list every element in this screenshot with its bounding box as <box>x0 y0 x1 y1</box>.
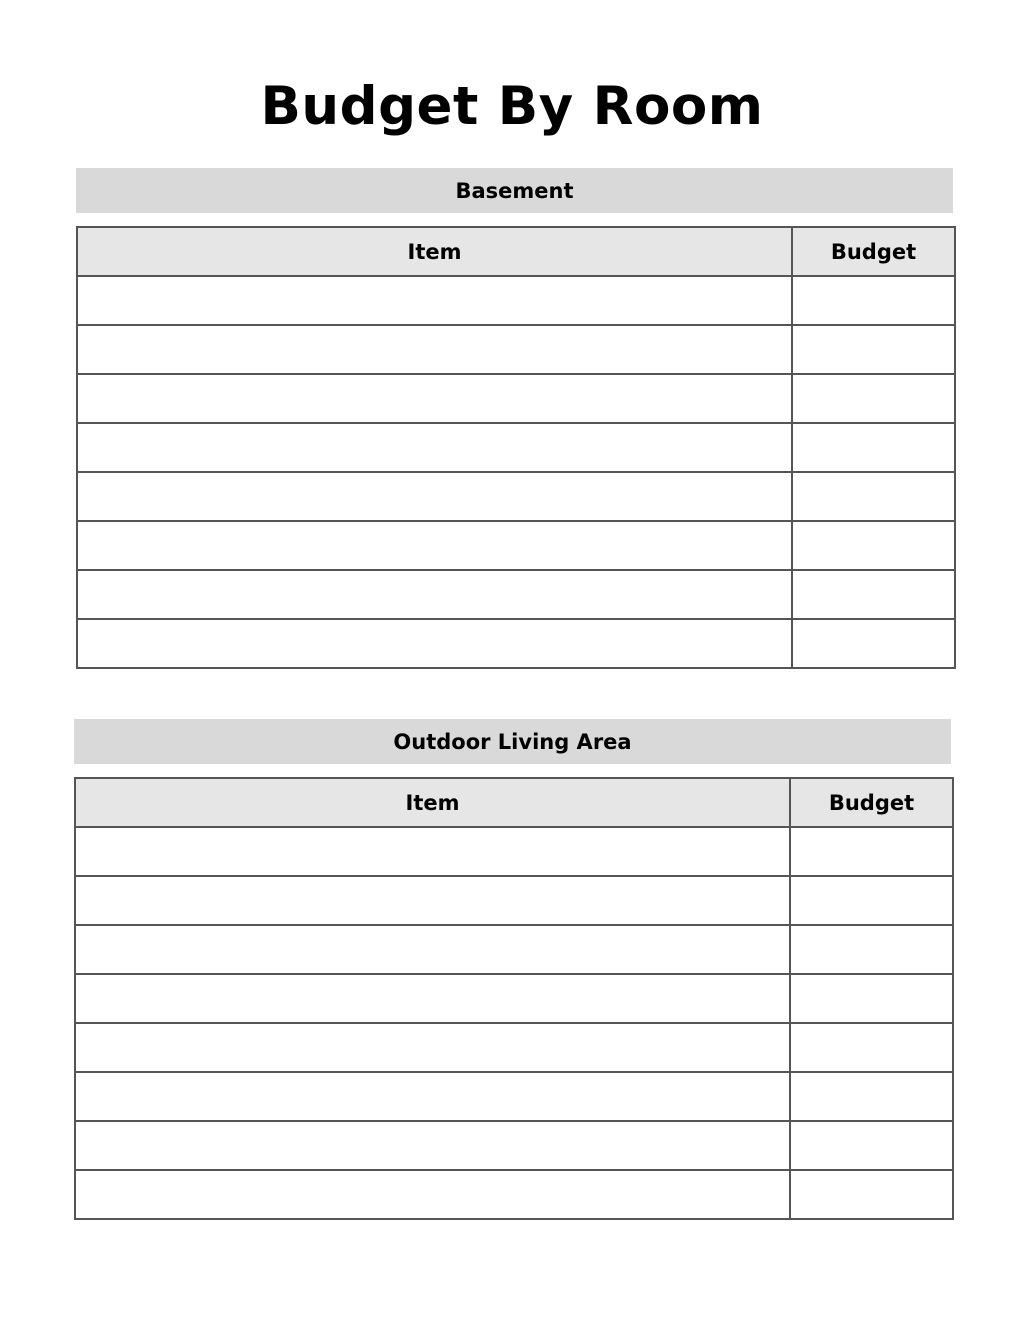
budget-cell[interactable] <box>790 1072 953 1121</box>
budget-cell[interactable] <box>790 1023 953 1072</box>
room-section-basement <box>76 168 954 669</box>
table-row <box>77 423 955 472</box>
table-row <box>77 570 955 619</box>
column-header-budget: Budget <box>790 778 953 827</box>
table-row <box>75 925 953 974</box>
item-cell[interactable] <box>75 827 790 876</box>
budget-cell[interactable] <box>792 374 955 423</box>
page-title: Budget By Room <box>260 76 764 137</box>
item-cell[interactable] <box>75 974 790 1023</box>
budget-table <box>76 226 956 669</box>
column-header-item: Item <box>77 227 792 276</box>
item-cell[interactable] <box>77 521 792 570</box>
table-row <box>75 1121 953 1170</box>
item-cell[interactable] <box>75 1121 790 1170</box>
budget-cell[interactable] <box>790 827 953 876</box>
item-cell[interactable] <box>77 619 792 668</box>
item-cell[interactable] <box>77 276 792 325</box>
table-row <box>75 827 953 876</box>
budget-cell[interactable] <box>792 619 955 668</box>
table-row <box>75 1072 953 1121</box>
table-row <box>77 472 955 521</box>
budget-cell[interactable] <box>790 1121 953 1170</box>
table-row <box>77 619 955 668</box>
table-row <box>75 876 953 925</box>
table-row <box>75 1023 953 1072</box>
budget-cell[interactable] <box>792 325 955 374</box>
item-cell[interactable] <box>77 325 792 374</box>
budget-cell[interactable] <box>790 925 953 974</box>
table-row <box>77 521 955 570</box>
item-cell[interactable] <box>75 876 790 925</box>
table-row <box>77 276 955 325</box>
table-header-row <box>77 227 955 276</box>
item-cell[interactable] <box>75 1023 790 1072</box>
table-row <box>75 974 953 1023</box>
budget-cell[interactable] <box>790 974 953 1023</box>
table-header-row <box>75 778 953 827</box>
table-row <box>75 1170 953 1219</box>
item-cell[interactable] <box>75 1072 790 1121</box>
budget-cell[interactable] <box>790 1170 953 1219</box>
budget-cell[interactable] <box>792 276 955 325</box>
room-section-outdoor-living-area <box>74 719 952 1220</box>
budget-cell[interactable] <box>790 876 953 925</box>
column-header-budget: Budget <box>792 227 955 276</box>
room-banner: Basement <box>76 168 953 213</box>
table-row <box>77 325 955 374</box>
item-cell[interactable] <box>77 423 792 472</box>
table-row <box>77 374 955 423</box>
column-header-item: Item <box>75 778 790 827</box>
item-cell[interactable] <box>77 374 792 423</box>
item-cell[interactable] <box>75 925 790 974</box>
item-cell[interactable] <box>75 1170 790 1219</box>
budget-cell[interactable] <box>792 423 955 472</box>
budget-table <box>74 777 954 1220</box>
budget-cell[interactable] <box>792 521 955 570</box>
budget-cell[interactable] <box>792 570 955 619</box>
item-cell[interactable] <box>77 472 792 521</box>
item-cell[interactable] <box>77 570 792 619</box>
room-banner: Outdoor Living Area <box>74 719 951 764</box>
budget-cell[interactable] <box>792 472 955 521</box>
